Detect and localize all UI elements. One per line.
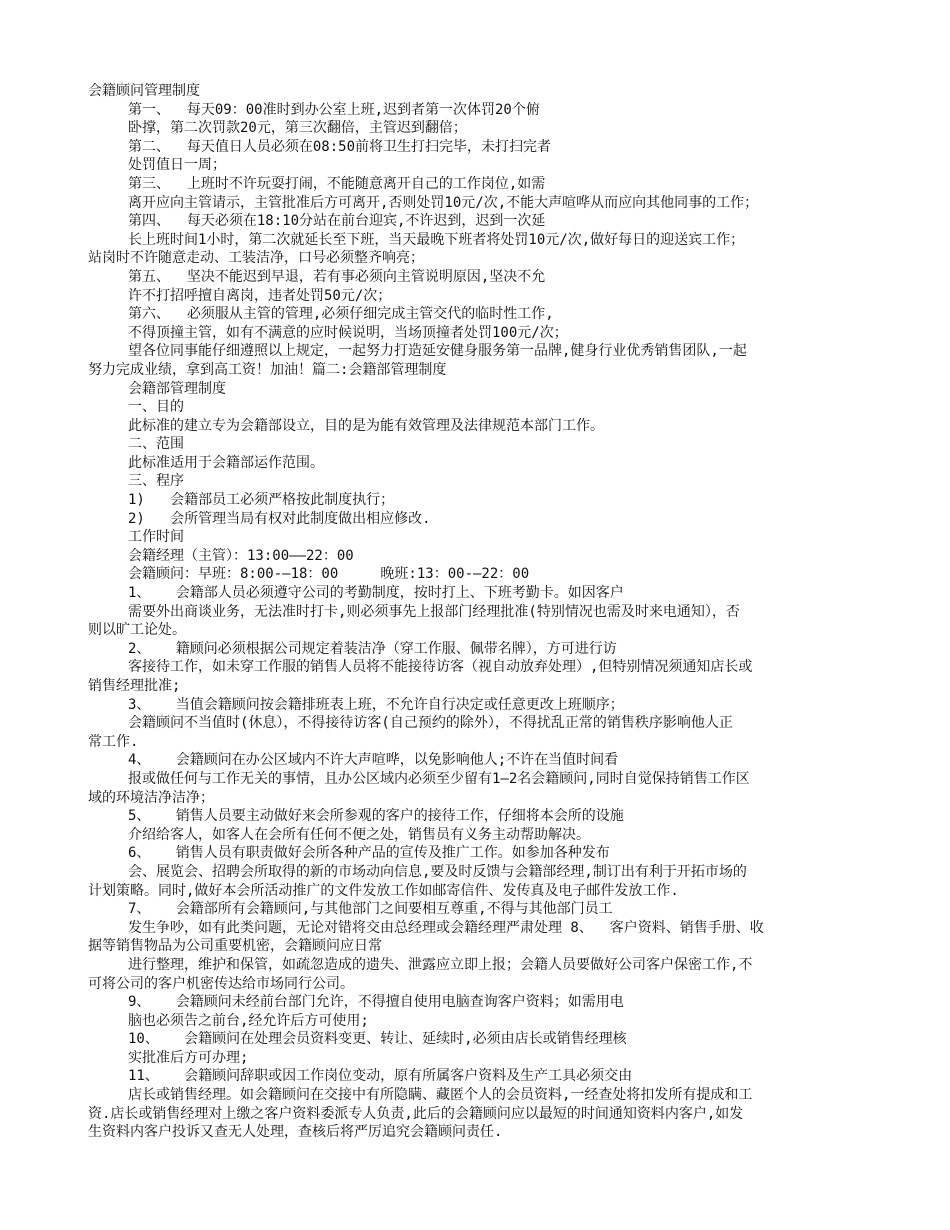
text-line: 报或做任何与工作无关的事情，且办公区域内必须至少留有1—2名会籍顾问,同时自觉保持销售工作区 [128, 770, 750, 787]
text-line: 3、 当值会籍顾问按会籍排班表上班，不允许自行决定或任意更改上班顺序； [128, 696, 624, 713]
text-line: 则以旷工论处。 [88, 622, 186, 639]
text-line: 6、 销售人员有职责做好会所各种产品的宣传及推广工作。如参加各种发布 [128, 845, 610, 862]
text-line: 会籍经理（主管）：13:00——22：00 [128, 547, 354, 564]
text-line: 处罚值日一周； [128, 157, 226, 174]
text-line: 不得顶撞主管，如有不满意的应时候说明，当场顶撞者处罚100元/次； [128, 324, 568, 341]
text-line: 长上班时间1小时，第二次就延长至下班，当天最晚下班者将处罚10元/次,做好每日的迎送宾工作； [128, 231, 745, 248]
text-line: 销售经理批准; [88, 678, 181, 694]
text-line: 1) 会籍部员工必须严格按此制度执行； [128, 492, 395, 509]
text-line: 5、 销售人员要主动做好来会所参观的客户的接待工作，仔细将本会所的设施 [128, 808, 624, 825]
text-line: 域的环境洁净洁净； [88, 789, 214, 806]
text-line: 努力完成业绩，拿到高工资！加油！篇二:会籍部管理制度 [88, 361, 447, 378]
text-line: 10、 会籍顾问在处理会员资料变更、转让、延续时,必须由店长或销售经理核 [128, 1031, 627, 1048]
document-title: 会籍顾问管理制度 [88, 83, 200, 99]
text-line: 此标准的建立专为会籍部设立，目的是为能有效管理及法律规范本部门工作。 [128, 417, 604, 434]
document-body [88, 82, 863, 1142]
text-line: 会籍顾问不当值时(休息），不得接待访客(自己预约的除外），不得扰乱正常的销售秩序影响他人正 [128, 715, 733, 732]
text-line: 生资料内客户投诉又查无人处理，查核后将严厉追究会籍顾问责任. [88, 1124, 503, 1141]
text-line: 第五、 坚决不能迟到早退，若有事必须向主管说明原因,坚决不允 [128, 268, 546, 285]
text-line: 2、 籍顾问必须根据公司规定着装洁净（穿工作服、佩带名牌），方可进行访 [128, 640, 617, 657]
text-line: 第一、 每天09：00准时到办公室上班,迟到者第一次体罚20个俯 [128, 101, 540, 118]
text-line: 第六、 必须服从主管的管理,必须仔细完成主管交代的临时性工作, [128, 306, 554, 323]
text-line: 4、 会籍顾问在办公区域内不许大声喧哗，以免影响他人;不许在当值时间看 [128, 752, 619, 769]
text-line: 会籍部管理制度 [128, 380, 226, 397]
text-line: 需要外出商谈业务，无法准时打卡,则必须事先上报部门经理批准(特别情况也需及时来电通知），否 [128, 603, 740, 620]
text-line: 工作时间 [128, 529, 184, 546]
text-line: 卧撑，第二次罚款20元，第三次翻倍，主管迟到翻倍； [128, 120, 467, 137]
text-line: 三、程序 [128, 473, 184, 490]
text-line: 望各位同事能仔细遵照以上规定，一起努力打造延安健身服务第一品牌,健身行业优秀销售团队,一起 [128, 343, 747, 360]
text-line: 计划策略。同时,做好本会所活动推广的文件发放工作如邮寄信件、发传真及电子邮件发放工作. [88, 882, 679, 899]
text-line: 实批准后方可办理; [128, 1049, 249, 1066]
text-line: 第三、 上班时不许玩耍打闹，不能随意离开自己的工作岗位,如需 [128, 175, 546, 192]
text-line: 许不打招呼擅自离岗，违者处罚50元/次； [128, 287, 392, 304]
text-line: 会、展览会、招聘会所取得的新的市场动向信息,要及时反馈与会籍部经理,制订出有利于开拓市场的 [128, 863, 747, 880]
text-line: 离开应向主管请示，主管批准后方可离开,否则处罚10元/次,不能大声喧哗从而应向其他同事的工作； [128, 194, 759, 211]
text-line: 第二、 每天值日人员必须在08:50前将卫生打扫完毕，未打扫完者 [128, 138, 551, 155]
text-line: 进行整理，维护和保管，如疏忽造成的遗失、泄露应立即上报；会籍人员要做好公司客户保密工作,不 [128, 956, 753, 973]
text-line: 一、目的 [128, 399, 184, 416]
text-line: 此标准适用于会籍部运作范围。 [128, 454, 324, 471]
text-line: 可将公司的客户机密传达给市场同行公司。 [88, 975, 354, 992]
text-line: 资.店长或销售经理对上缴之客户资料委派专人负责,此后的会籍顾问应以最短的时间通知资料内客户,如发 [88, 1105, 744, 1122]
text-line: 店长或销售经理。如会籍顾问在交接中有所隐瞒、藏匿个人的会员资料,一经查处将扣发所有提成和工 [128, 1087, 753, 1104]
text-line: 站岗时不许随意走动、工装洁净，口号必须整齐响亮； [88, 250, 424, 267]
text-line: 二、范围 [128, 436, 184, 453]
text-line: 客接待工作，如未穿工作服的销售人员将不能接待访客（视自动放弃处理）,但特别情况须通知店长或 [128, 659, 753, 676]
text-line: 11、 会籍顾问辞职或因工作岗位变动，原有所属客户资料及生产工具必须交由 [128, 1068, 633, 1085]
text-line: 据等销售物品为公司重要机密，会籍顾问应日常 [88, 938, 382, 955]
text-line: 9、 会籍顾问未经前台部门允许，不得擅自使用电脑查询客户资料；如需用电 [128, 994, 624, 1011]
text-line: 会籍顾问：早班：8:00-—18：00 晚班:13：00-—22：00 [128, 566, 530, 583]
text-line: 脑也必须告之前台,经允许后方可使用; [128, 1012, 369, 1029]
text-line: 发生争吵，如有此类问题，无论对错将交由总经理或会籍经理严肃处理 8、 客户资料、销售手册、收 [128, 919, 764, 936]
text-line: 第四、 每天必须在18:10分站在前台迎宾,不许迟到，迟到一次延 [128, 213, 546, 230]
text-line: 7、 会籍部所有会籍顾问,与其他部门之间要相互尊重,不得与其他部门员工 [128, 901, 613, 918]
text-line: 常工作. [88, 733, 139, 750]
text-line: 1、 会籍部人员必须遵守公司的考勤制度，按时打上、下班考勤卡。如因客户 [128, 585, 624, 602]
text-line: 介绍给客人，如客人在会所有任何不便之处，销售员有义务主动帮助解决。 [128, 826, 590, 843]
text-line: 2) 会所管理当局有权对此制度做出相应修改. [128, 510, 431, 527]
